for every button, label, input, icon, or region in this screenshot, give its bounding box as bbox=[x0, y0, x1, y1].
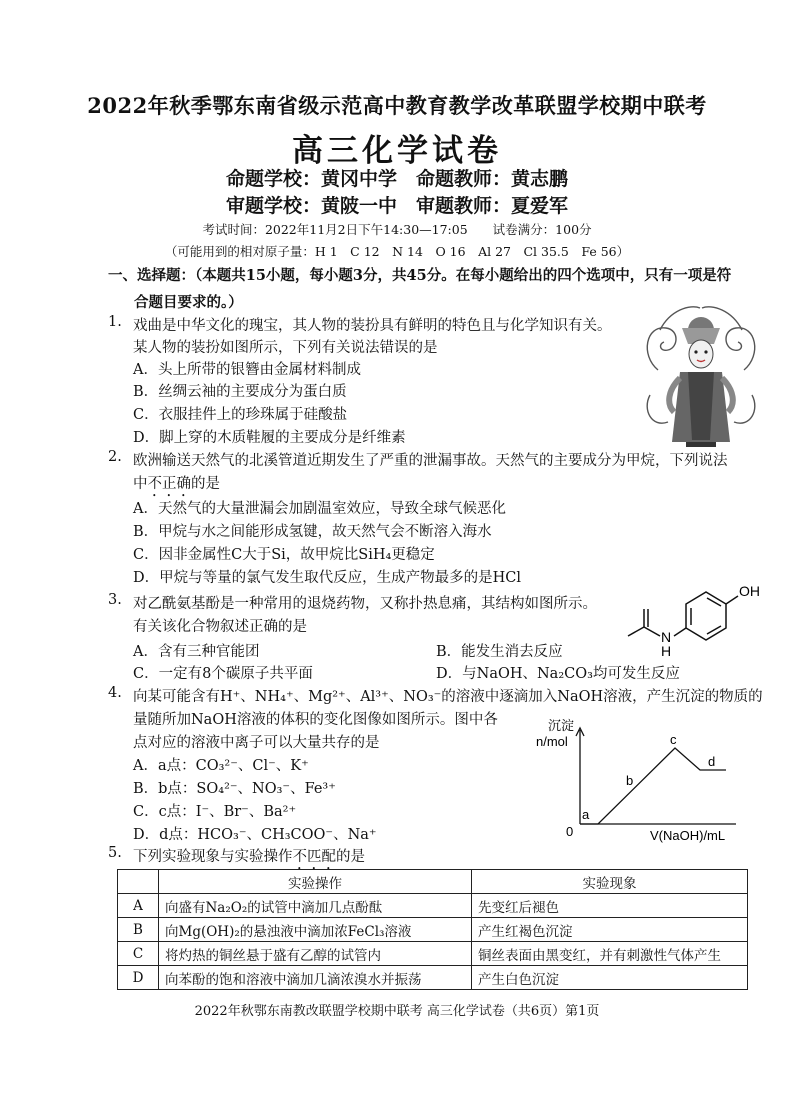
q4-option-c: C．c点：I⁻、Br⁻、Ba²⁺ bbox=[133, 804, 297, 820]
table-cell: 向盛有Na₂O₂的试管中滴加几点酚酞 bbox=[159, 894, 472, 918]
exam-title: 2022年秋季鄂东南省级示范高中教育教学改革联盟学校期中联考 bbox=[87, 93, 707, 118]
graph-origin: 0 bbox=[566, 824, 574, 839]
graph-ylabel-1: 沉淀 bbox=[548, 718, 575, 733]
q1-option-d: D．脚上穿的木质鞋履的主要成分是纤维素 bbox=[133, 430, 406, 446]
precipitate-curve bbox=[580, 748, 726, 824]
table-cell: D bbox=[118, 966, 159, 990]
point-d-label: d bbox=[708, 754, 716, 769]
q2-option-b: B．甲烷与水之间能形成氢键，故天然气会不断溶入海水 bbox=[133, 524, 492, 540]
q1-stem-1: 戏曲是中华文化的瑰宝，其人物的装扮具有鲜明的特色且与化学知识有关。 bbox=[133, 318, 612, 334]
table-cell: 向苯酚的饱和溶液中滴加几滴浓溴水并振荡 bbox=[159, 966, 472, 990]
author-line-2: 审题学校：黄陂一中 审题教师：夏爱军 bbox=[225, 195, 568, 217]
q3-option-d: D．与NaOH、Na₂CO₃均可发生反应 bbox=[436, 666, 680, 682]
q1-number: 1. bbox=[108, 314, 122, 330]
q5-stem-emphasis: 不匹配 bbox=[292, 849, 336, 865]
q2-stem-2-emphasis: 不正确 bbox=[147, 476, 191, 492]
table-row bbox=[118, 966, 748, 990]
structure-n-label: N bbox=[661, 629, 672, 645]
q4-stem-1: 向某可能含有H⁺、NH₄⁺、Mg²⁺、Al³⁺、NO₃⁻的溶液中逐滴加入NaOH溶液，产生沉淀的物质的 bbox=[133, 689, 763, 705]
table-cell: 产生红褐色沉淀 bbox=[472, 918, 748, 942]
q2-stem-2-pre: 中 bbox=[133, 476, 148, 492]
table-header-row bbox=[118, 870, 748, 894]
q4-option-b: B．b点：SO₄²⁻、NO₃⁻、Fe³⁺ bbox=[133, 781, 336, 797]
atomic-masses: （可能用到的相对原子量：H 1 C 12 N 14 O 16 Al 27 Cl 35.5 Fe 56） bbox=[164, 244, 630, 259]
q5-stem-pre: 下列实验现象与实验操作 bbox=[133, 849, 293, 865]
q3-stem-2: 有关该化合物叙述正确的是 bbox=[133, 619, 307, 635]
point-c-label: c bbox=[670, 732, 677, 747]
q2-number: 2. bbox=[108, 449, 122, 465]
q1-option-c: C．衣服挂件上的珍珠属于硅酸盐 bbox=[133, 407, 348, 423]
q4-option-d: D．d点：HCO₃⁻、CH₃COO⁻、Na⁺ bbox=[133, 827, 377, 843]
table-row bbox=[118, 918, 748, 942]
structure-oh-label: OH bbox=[739, 583, 760, 599]
q1-option-a: A．头上所带的银簪由金属材料制成 bbox=[133, 362, 361, 378]
exam-time: 考试时间：2022年11月2日下午14:30—17:05 试卷满分：100分 bbox=[202, 222, 592, 237]
q3-number: 3. bbox=[108, 592, 122, 608]
paper-title: 高三化学试卷 bbox=[292, 133, 502, 169]
structure-h-label: H bbox=[661, 643, 672, 658]
q2-stem-2-post: 的是 bbox=[191, 476, 220, 492]
table-header-cell: 实验操作 bbox=[159, 870, 472, 894]
table-row bbox=[118, 894, 748, 918]
table-row bbox=[118, 942, 748, 966]
q1-option-b: B．丝绸云袖的主要成分为蛋白质 bbox=[133, 384, 347, 400]
author-line-1: 命题学校：黄冈中学 命题教师：黄志鹏 bbox=[225, 168, 568, 190]
table-header-cell bbox=[118, 870, 159, 894]
precipitate-graph bbox=[530, 712, 775, 852]
q4-stem-2: 量随所加NaOH溶液的体积的变化图像如图所示。图中各 bbox=[133, 712, 498, 728]
section-heading-line1: 一、选择题：（本题共15小题，每小题3分，共45分。在每小题给出的四个选项中，只有一项是符 bbox=[108, 267, 732, 284]
q3-option-a: A．含有三种官能团 bbox=[133, 644, 260, 660]
q2-stem-2 bbox=[133, 472, 220, 500]
table-cell: A bbox=[118, 894, 159, 918]
table-cell: 先变红后褪色 bbox=[472, 894, 748, 918]
q4-number: 4. bbox=[108, 685, 122, 701]
q3-option-b: B．能发生消去反应 bbox=[436, 644, 563, 660]
q4-option-a: A．a点：CO₃²⁻、Cl⁻、K⁺ bbox=[133, 758, 309, 774]
q2-option-c: C．因非金属性C大于Si，故甲烷比SiH₄更稳定 bbox=[133, 547, 435, 563]
experiment-table bbox=[117, 869, 748, 990]
opera-character-illustration bbox=[640, 300, 762, 450]
q2-stem-1: 欧洲输送天然气的北溪管道近期发生了严重的泄漏事故。天然气的主要成分为甲烷，下列说法 bbox=[133, 453, 728, 469]
section-heading-line2: 合题目要求的。） bbox=[134, 294, 243, 311]
point-b-label: b bbox=[626, 773, 634, 788]
q5-stem-post: 的是 bbox=[336, 849, 365, 865]
q2-option-d: D．甲烷与等量的氯气发生取代反应，生成产物最多的是HCl bbox=[133, 570, 522, 586]
structure-bonds bbox=[628, 592, 738, 640]
paracetamol-structure bbox=[600, 576, 770, 658]
graph-xlabel: V(NaOH)/mL bbox=[650, 828, 726, 843]
q1-stem-2: 某人物的装扮如图所示，下列有关说法错误的是 bbox=[133, 340, 438, 356]
point-a-label: a bbox=[582, 807, 590, 822]
q4-stem-3: 点对应的溶液中离子可以大量共存的是 bbox=[133, 735, 380, 751]
graph-ylabel-2: n/mol bbox=[536, 734, 568, 749]
table-cell: B bbox=[118, 918, 159, 942]
table-cell: C bbox=[118, 942, 159, 966]
q5-number: 5. bbox=[108, 845, 122, 861]
q3-option-c: C．一定有8个碳原子共平面 bbox=[133, 666, 313, 682]
table-header-cell: 实验现象 bbox=[472, 870, 748, 894]
table-cell: 向Mg(OH)₂的悬浊液中滴加浓FeCl₃溶液 bbox=[159, 918, 472, 942]
q3-stem-1: 对乙酰氨基酚是一种常用的退烧药物，又称扑热息痛，其结构如图所示。 bbox=[133, 596, 597, 612]
table-cell: 将灼热的铜丝悬于盛有乙醇的试管内 bbox=[159, 942, 472, 966]
page-footer: 2022年秋鄂东南教改联盟学校期中联考 高三化学试卷（共6页）第1页 bbox=[194, 1004, 600, 1019]
table-cell: 产生白色沉淀 bbox=[472, 966, 748, 990]
q2-option-a: A．天然气的大量泄漏会加剧温室效应，导致全球气候恶化 bbox=[133, 501, 506, 517]
table-cell: 铜丝表面由黑变红，并有刺激性气体产生 bbox=[472, 942, 748, 966]
